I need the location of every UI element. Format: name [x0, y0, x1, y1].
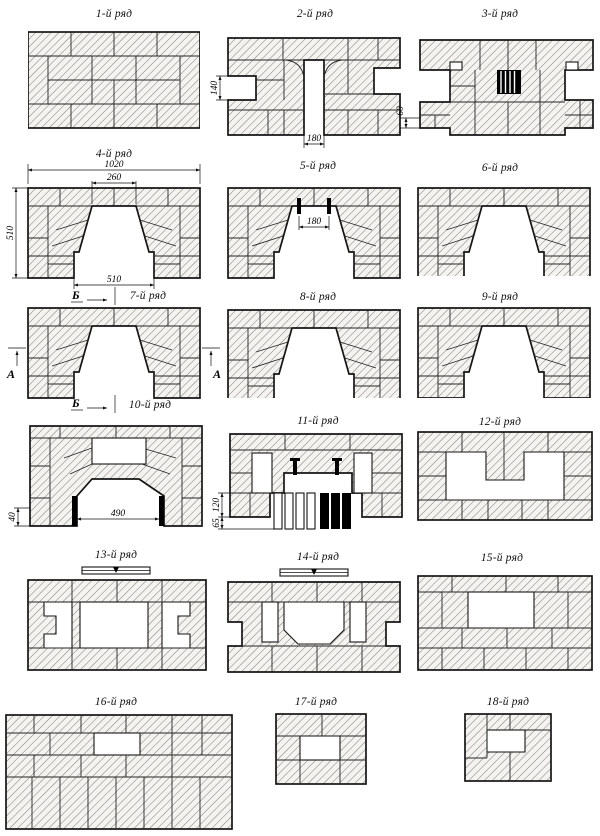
row-2-label: 2-й ряд — [296, 8, 334, 20]
dim-label: 40 — [8, 512, 18, 522]
row-1-drawing — [28, 30, 200, 130]
damper-bar-icon — [331, 493, 340, 529]
dim-label: 260 — [106, 173, 122, 183]
row-10-label: 10-й ряд — [128, 399, 172, 411]
cleanout-plate-icon — [72, 496, 77, 526]
row-17-label: 17-й ряд — [294, 696, 338, 708]
dim-label: 510 — [106, 275, 122, 285]
row-14-label: 14-й ряд — [296, 551, 340, 563]
row-2-drawing — [210, 28, 410, 152]
dim-label: 490 — [110, 509, 126, 519]
row-10-drawing — [4, 414, 218, 536]
damper-bar-icon — [342, 493, 351, 529]
row-11-drawing — [208, 426, 406, 540]
row-18-drawing — [462, 712, 554, 784]
damper-bar-icon — [320, 493, 329, 529]
dim-label: 180 — [306, 217, 322, 227]
row-7-label: 7-й ряд — [129, 290, 167, 302]
row-4-label: 4-й ряд — [95, 148, 133, 160]
dim-label: 510 — [6, 225, 16, 241]
row-16-label: 16-й ряд — [94, 696, 138, 708]
row-5-label: 5-й ряд — [299, 160, 337, 172]
row-8-label: 8-й ряд — [299, 291, 337, 303]
section-letter-a: А — [213, 367, 222, 381]
pin-icon — [297, 198, 301, 214]
row-17-drawing — [274, 712, 368, 786]
dim-label: 60 — [396, 106, 406, 116]
section-letter-a: А — [7, 367, 16, 381]
row-9-drawing — [414, 302, 594, 398]
cleanout-plate-icon — [159, 496, 164, 526]
row-9-label: 9-й ряд — [481, 291, 519, 303]
row-5-drawing — [224, 174, 404, 280]
row-13-label: 13-й ряд — [94, 549, 138, 561]
dim-label: 65 — [212, 518, 222, 528]
dim-label: 180 — [306, 134, 322, 144]
row-7-drawing — [6, 298, 222, 402]
row-15-label: 15-й ряд — [480, 552, 524, 564]
row-3-drawing — [394, 28, 600, 150]
row-16-drawing — [4, 710, 236, 834]
section-letter-b: Б — [72, 288, 80, 302]
pin-icon — [327, 198, 331, 214]
dim-label: 140 — [210, 80, 220, 96]
row-12-drawing — [414, 426, 596, 524]
row-8-drawing — [224, 302, 404, 398]
section-letter-b: Б — [72, 396, 80, 410]
row-11-label: 11-й ряд — [297, 415, 339, 427]
row-3-label: 3-й ряд — [481, 8, 519, 20]
row-1-label: 1-й ряд — [95, 8, 133, 20]
row-13-drawing — [22, 556, 212, 674]
row-12-label: 12-й ряд — [478, 416, 522, 428]
row-6-label: 6-й ряд — [481, 162, 519, 174]
row-14-drawing — [222, 558, 406, 674]
row-18-label: 18-й ряд — [486, 696, 530, 708]
dim-label: 1020 — [104, 160, 124, 170]
row-15-drawing — [412, 568, 598, 672]
row-4-drawing — [6, 158, 218, 306]
dim-label: 120 — [212, 497, 222, 513]
row-6-drawing — [414, 176, 594, 276]
